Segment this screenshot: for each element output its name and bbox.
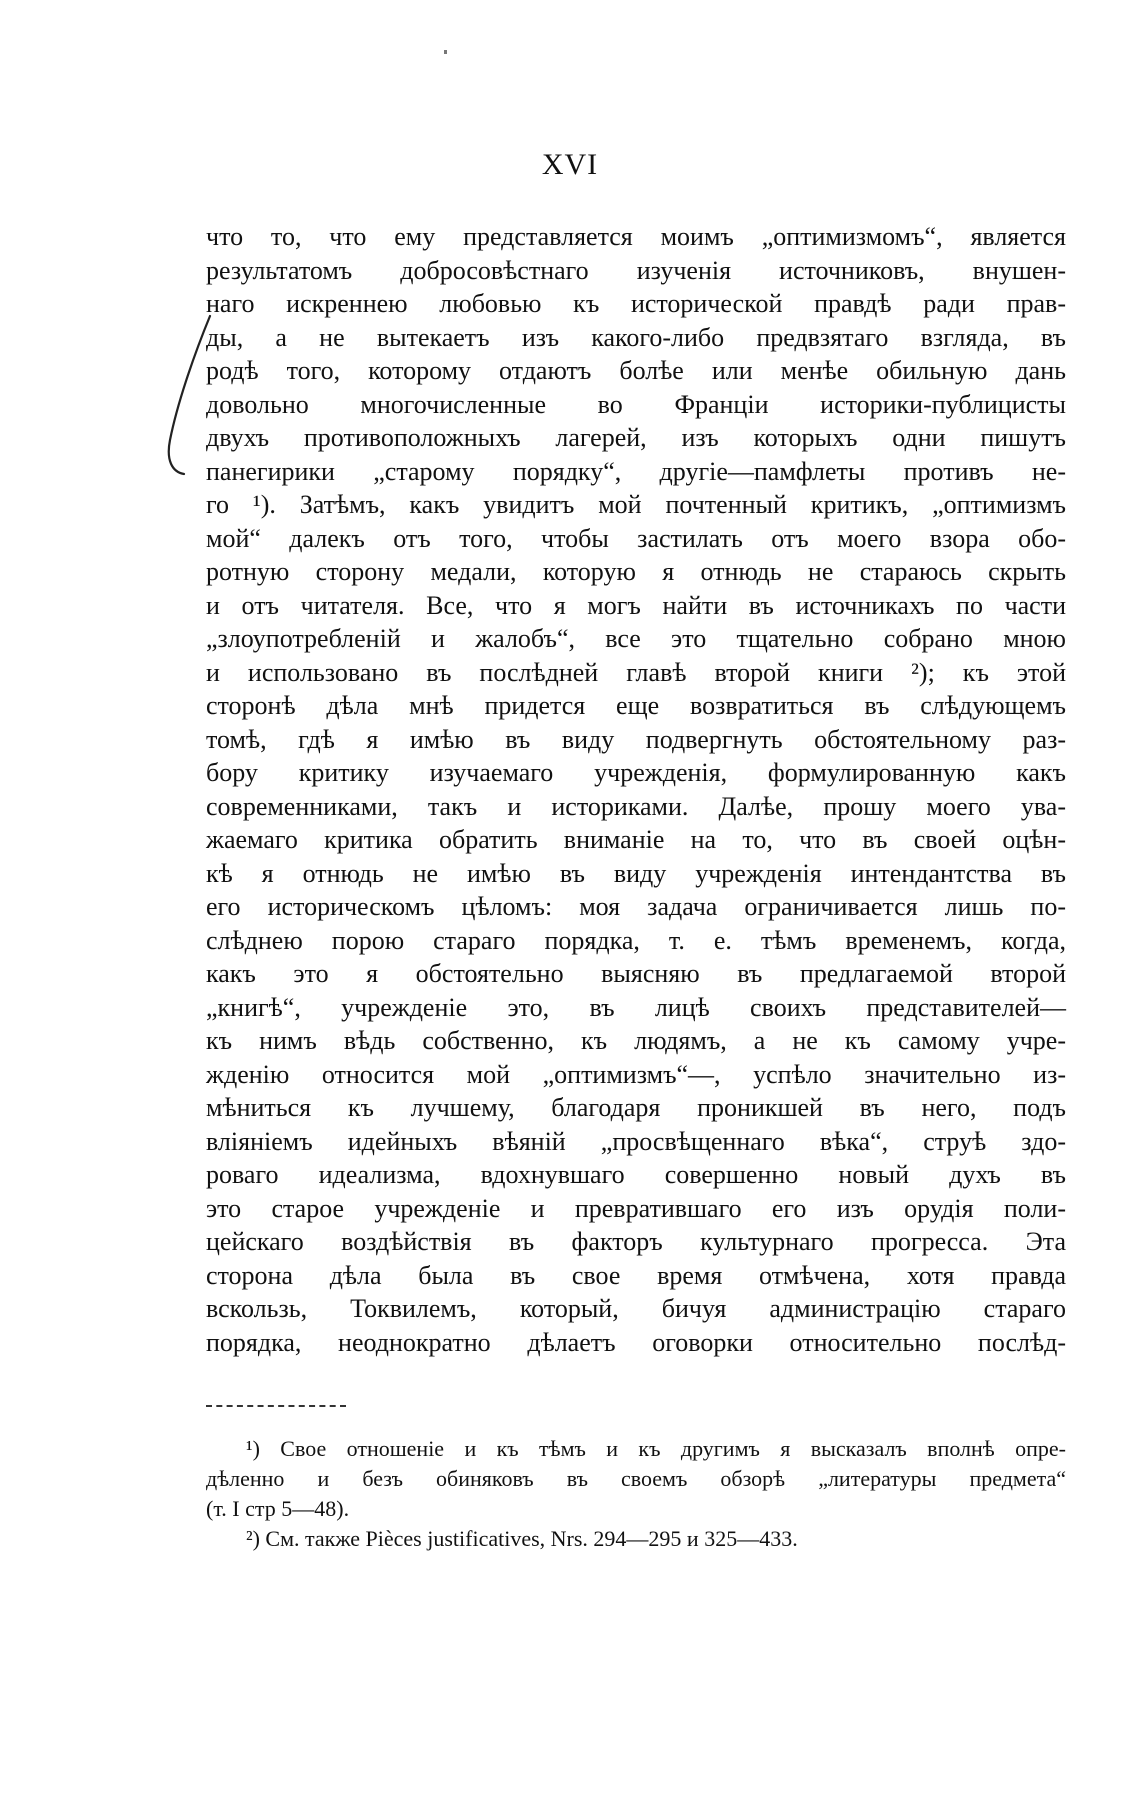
text-line: слѣднею порою стараго порядка, т. е. тѣмъ временемъ, когда,	[206, 925, 1066, 955]
text-line: и отъ читателя. Все, что я могъ найти въ источникахъ по части	[206, 590, 1066, 620]
text-line: „злоупотребленій и жалобъ“, все это тщательно собрано мною	[206, 624, 1066, 653]
text-line: довольно многочисленные во Франціи историки-публицисты	[206, 389, 1066, 419]
text-line: сторонѣ дѣла мнѣ придется еще возвратиться въ слѣдующемъ	[206, 691, 1066, 720]
text-line: цейскаго воздѣйствія въ факторъ культурнаго прогресса. Эта	[206, 1227, 1066, 1256]
footnote-line: ²) См. также Pièces justificatives, Nrs. 294—295 и 325—433.	[246, 1526, 798, 1551]
text-line: къ нимъ вѣдь собственно, къ людямъ, а не къ самому учре-	[206, 1026, 1066, 1055]
text-line: жденію относится мой „оптимизмъ“—, успѣло значительно из-	[206, 1059, 1066, 1089]
page-number: XVI	[541, 148, 599, 181]
text-line: современниками, такъ и историками. Далѣе, прошу моего ува-	[206, 791, 1066, 821]
text-line: сторона дѣла была въ свое время отмѣчена, хотя правда	[206, 1260, 1066, 1290]
text-line: двухъ противоположныхъ лагерей, изъ которыхъ одни пишутъ	[206, 423, 1066, 452]
footnote-divider	[206, 1405, 346, 1407]
text-line: какъ это я обстоятельно выясняю въ предлагаемой второй	[206, 959, 1066, 988]
footnote-line: ¹) Свое отношеніе и къ тѣмъ и къ другимъ я высказалъ вполнѣ опре-	[246, 1436, 1066, 1461]
text-line: и использовано въ послѣдней главѣ второй книги ²); къ этой	[206, 657, 1066, 687]
text-line: это старое учрежденіе и превратившаго его изъ орудія поли-	[206, 1193, 1066, 1223]
text-line: наго искреннею любовью къ исторической правдѣ ради прав-	[206, 289, 1066, 318]
scan-speck	[444, 50, 447, 54]
text-line: го ¹). Затѣмъ, какъ увидитъ мой почтенный критикъ, „оптимизмъ	[206, 490, 1066, 519]
text-line: томѣ, гдѣ я имѣю въ виду подвергнуть обстоятельному раз-	[206, 724, 1066, 754]
text-line: жаемаго критика обратить вниманіе на то, что въ своей оцѣн-	[206, 825, 1066, 854]
text-line: ды, а не вытекаетъ изъ какого-либо предвзятаго взгляда, въ	[206, 322, 1066, 352]
text-line: его историческомъ цѣломъ: моя задача ограничивается лишь по-	[206, 892, 1066, 921]
text-line: вскользь, Токвилемъ, который, бичуя администрацію стараго	[206, 1294, 1066, 1323]
text-line: вліяніемъ идейныхъ вѣяній „просвѣщеннаго вѣка“, струѣ здо-	[206, 1126, 1066, 1156]
text-line: мой“ далекъ отъ того, чтобы застилать отъ моего взора обо-	[206, 523, 1066, 553]
text-line: панегирики „старому порядку“, другіе—памфлеты противъ не-	[206, 456, 1066, 486]
body-text	[206, 220, 1066, 1359]
text-line: результатомъ добросовѣстнаго изученія источниковъ, внушен-	[206, 255, 1066, 285]
text-line: кѣ я отнюдь не имѣю въ виду учрежденія интендантства въ	[206, 858, 1066, 888]
text-line: роваго идеализма, вдохнувшаго совершенно новый духъ въ	[206, 1160, 1066, 1189]
text-line: ротную сторону медали, которую я отнюдь не стараюсь скрыть	[206, 557, 1066, 586]
footnote-line: дѣленно и безъ обиняковъ въ своемъ обзорѣ „литературы предмета“	[206, 1466, 1066, 1491]
text-line: мѣниться къ лучшему, благодаря проникшей въ него, подъ	[206, 1093, 1066, 1122]
text-line: порядка, неоднократно дѣлаетъ оговорки относительно послѣд-	[206, 1327, 1066, 1357]
text-line: родѣ того, которому отдаютъ болѣе или менѣе обильную дань	[206, 356, 1066, 385]
text-line: что то, что ему представляется моимъ „оптимизмомъ“, является	[206, 222, 1066, 251]
footnotes	[206, 1434, 1066, 1554]
text-line: „книгѣ“, учрежденіе это, въ лицѣ своихъ представителей—	[206, 992, 1066, 1022]
footnote-line: (т. I стр 5—48).	[206, 1496, 350, 1521]
text-line: бору критику изучаемаго учрежденія, формулированную какъ	[206, 758, 1066, 787]
